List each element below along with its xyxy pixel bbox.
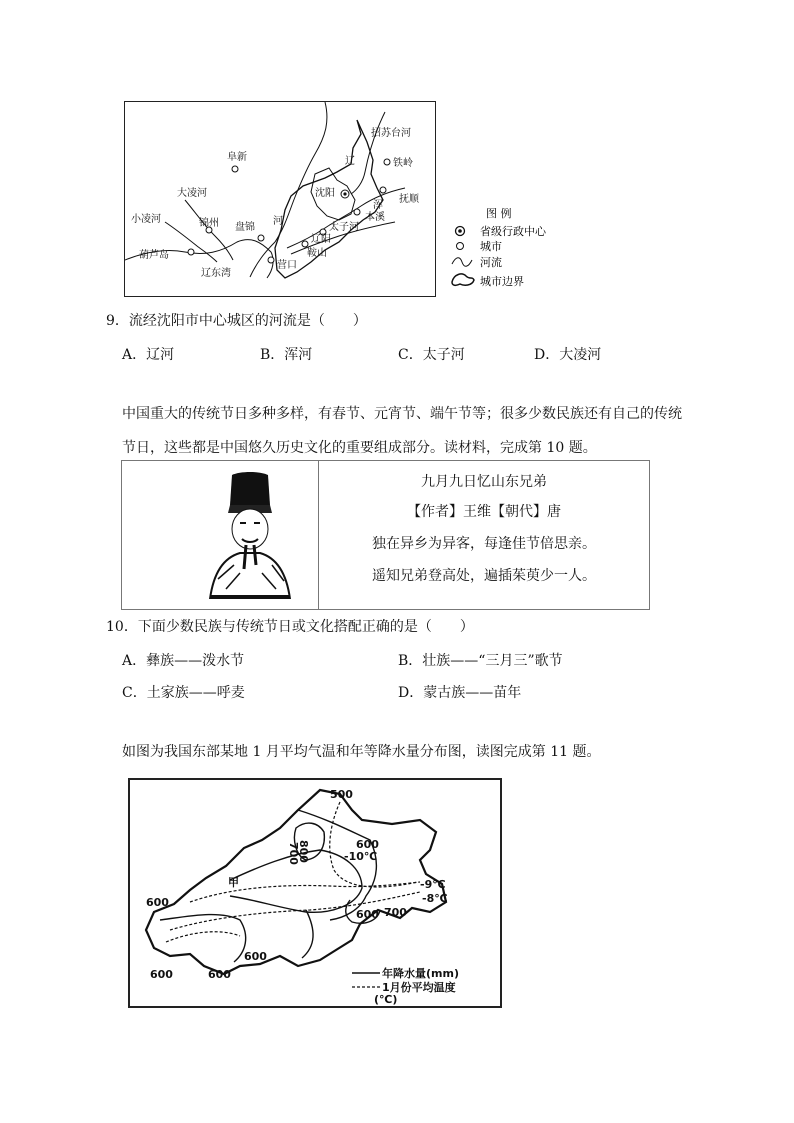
label-p700b: 700 <box>384 906 407 919</box>
label-p600e: 600 <box>150 968 173 981</box>
label-liaoyang: 辽阳 <box>311 234 331 245</box>
liaoning-map-svg <box>125 102 435 296</box>
legend-capital: 省级行政中心 <box>480 225 546 238</box>
intro10-line1: 中国重大的传统节日多种多样，有春节、元宵节、端午节等；很多少数民族还有自己的传统 <box>122 406 682 422</box>
poem-line-1: 独在异乡为异客，每逢佳节倍思亲。 <box>372 536 596 552</box>
liaoning-map <box>124 101 436 297</box>
isotherm-inner <box>166 932 240 942</box>
label-liao: 辽 <box>345 156 355 167</box>
label-panjin: 盘锦 <box>235 222 255 233</box>
label-p600c: 600 <box>356 908 379 921</box>
label-jia: 甲 <box>228 876 239 889</box>
q10-option-a[interactable]: A．彝族——泼水节 <box>122 653 245 669</box>
poem-box <box>121 460 650 610</box>
label-t10: -10℃ <box>344 850 378 863</box>
label-p600d: 600 <box>244 950 267 963</box>
label-p600f: 600 <box>208 968 231 981</box>
legend-precip: 年降水量(mm) <box>382 967 459 980</box>
q10-option-d[interactable]: D．蒙古族——苗年 <box>398 685 522 701</box>
map1-legend <box>450 206 580 290</box>
label-p600b: 600 <box>146 896 169 909</box>
beijing-climate-map <box>128 778 502 1008</box>
label-tieling: 铁岭 <box>393 158 413 169</box>
label-benxi: 本溪 <box>365 212 385 223</box>
label-jinzhou: 锦州 <box>199 218 219 229</box>
river-icon <box>452 258 472 267</box>
q9-option-a[interactable]: A．辽河 <box>122 347 175 363</box>
intro10 <box>122 397 722 465</box>
label-hun: 浑 <box>373 200 383 211</box>
label-he: 河 <box>273 216 283 227</box>
label-p800: 800 <box>297 840 310 863</box>
label-xiaolinghe: 小凌河 <box>131 214 161 225</box>
label-t8: -8℃ <box>422 892 448 905</box>
region-boundary <box>146 790 446 974</box>
q10-option-b[interactable]: B．壮族——“三月三”歌节 <box>398 653 563 669</box>
intro11: 如图为我国东部某地 1 月平均气温和年等降水量分布图，读图完成第 11 题。 <box>122 744 601 760</box>
label-liaodongwan: 辽东湾 <box>201 268 231 279</box>
label-shenyang: 沈阳 <box>315 188 335 199</box>
legend-city: 城市 <box>480 240 502 253</box>
label-yingkou: 营口 <box>277 260 297 271</box>
label-dalinghe: 大凌河 <box>177 188 207 199</box>
legend-title: 图 例 <box>486 207 512 220</box>
isotherm-minus9 <box>190 882 420 902</box>
q9-option-c[interactable]: C．太子河 <box>398 347 465 363</box>
label-zhaosutaihe: 招苏台河 <box>371 128 411 139</box>
q9-stem: 9．流经沈阳市中心城区的河流是（ ） <box>106 313 367 329</box>
zhaosutai-river <box>351 112 385 194</box>
q9-option-d[interactable]: D．大凌河 <box>534 347 602 363</box>
climate-map-svg <box>130 780 500 1006</box>
legend-unit: (℃) <box>374 993 398 1006</box>
poem-line-2: 遥知兄弟登高处，遍插茱萸少一人。 <box>372 568 596 584</box>
boundary-icon <box>452 274 474 285</box>
wang-wei-portrait <box>190 469 310 599</box>
label-anshan: 鞍山 <box>307 248 327 259</box>
label-huludao: 葫芦岛 <box>139 250 169 261</box>
isoline-600-south <box>302 910 313 958</box>
legend-temp: 1月份平均温度 <box>382 981 456 994</box>
intro10-line2: 节日，这些都是中国悠久历史文化的重要组成部分。读材料，完成第 10 题。 <box>122 440 597 456</box>
legend-boundary: 城市边界 <box>480 275 524 288</box>
poem-author: 【作者】王维【朝代】唐 <box>407 504 561 520</box>
label-p600a: 600 <box>356 838 379 851</box>
q10-stem: 10．下面少数民族与传统节日或文化搭配正确的是（ ） <box>106 619 474 635</box>
legend-river: 河流 <box>480 256 502 269</box>
label-p700: 700 <box>287 842 300 865</box>
poem-title: 九月九日忆山东兄弟 <box>421 474 547 490</box>
label-p500: 500 <box>330 788 353 801</box>
city-icon <box>457 243 464 250</box>
label-taizihe: 太子河 <box>329 222 359 233</box>
label-fushun: 抚顺 <box>399 194 419 205</box>
label-fuxin: 阜新 <box>227 152 247 163</box>
label-t9: -9℃ <box>420 878 446 891</box>
q9-option-b[interactable]: B．浑河 <box>260 347 313 363</box>
q10-option-c[interactable]: C．土家族——呼麦 <box>122 685 245 701</box>
